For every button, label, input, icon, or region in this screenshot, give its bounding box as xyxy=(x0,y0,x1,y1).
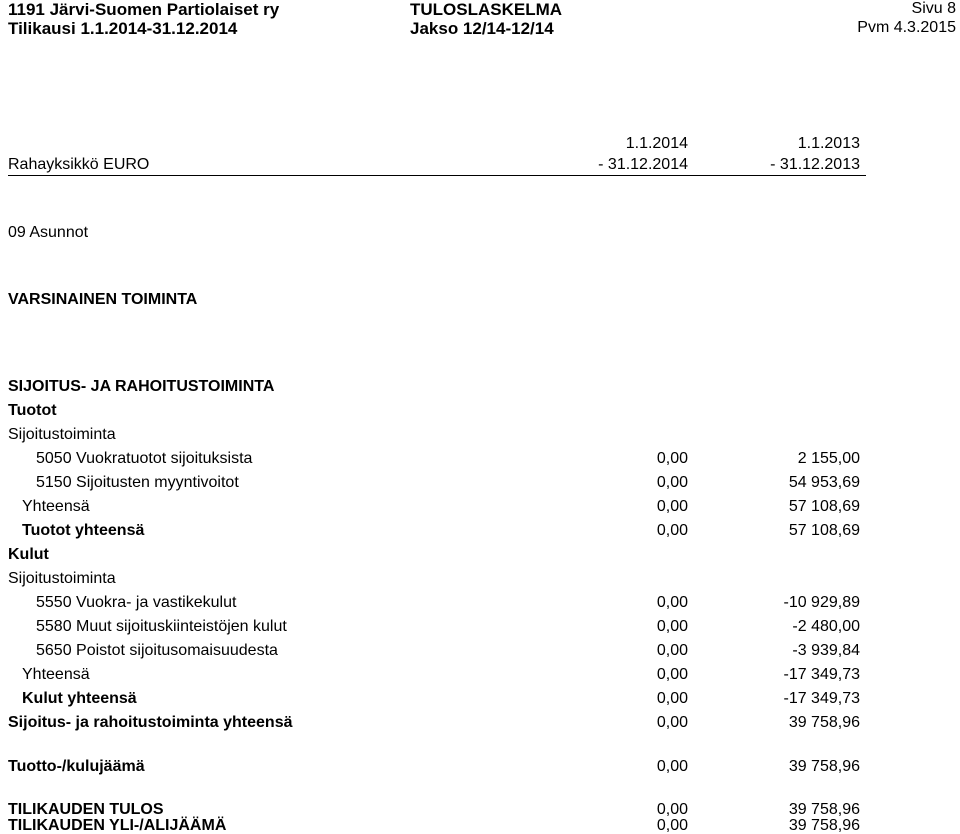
subtotal-current: 0,00 xyxy=(656,498,688,515)
final-surplus-previous: 39 758,96 xyxy=(788,817,860,834)
group-total-previous: 57 108,69 xyxy=(788,522,860,539)
subtotal-current: 0,00 xyxy=(656,666,688,683)
print-date: Pvm 4.3.2015 xyxy=(857,19,956,36)
subgroup-heading: Sijoitustoiminta xyxy=(8,426,116,443)
group-total-current: 0,00 xyxy=(656,522,688,539)
account-row-label: 5650 Poistot sijoitusomaisuudesta xyxy=(36,642,278,659)
header-rule xyxy=(8,175,866,176)
report-period: Jakso 12/14-12/14 xyxy=(410,19,554,38)
previous-period-from: 1.1.2013 xyxy=(797,135,860,152)
section-total-current: 0,00 xyxy=(656,714,688,731)
section-total-previous: 39 758,96 xyxy=(788,714,860,731)
currency-unit-label: Rahayksikkö EURO xyxy=(8,156,150,173)
previous-period-to: - 31.12.2013 xyxy=(770,156,860,173)
account-row-previous: 2 155,00 xyxy=(797,450,860,467)
surplus-current: 0,00 xyxy=(656,758,688,775)
group-total-previous: -17 349,73 xyxy=(783,690,860,707)
group-total-current: 0,00 xyxy=(656,690,688,707)
group-total-label: Tuotot yhteensä xyxy=(22,522,145,539)
account-row-current: 0,00 xyxy=(656,642,688,659)
subtotal-previous: 57 108,69 xyxy=(788,498,860,515)
cost-unit: 09 Asunnot xyxy=(8,224,89,241)
current-period-to: - 31.12.2014 xyxy=(598,156,688,173)
period-result-label: TILIKAUDEN TULOS xyxy=(8,801,164,818)
surplus-label: Tuotto-/kulujäämä xyxy=(8,758,145,775)
account-row-previous: -10 929,89 xyxy=(783,594,860,611)
period-result-current: 0,00 xyxy=(656,801,688,818)
report-title: TULOSLASKELMA xyxy=(410,0,563,19)
account-row-label: 5550 Vuokra- ja vastikekulut xyxy=(36,594,237,611)
account-row-label: 5050 Vuokratuotot sijoituksista xyxy=(36,450,253,467)
account-row-current: 0,00 xyxy=(656,618,688,635)
subtotal-label: Yhteensä xyxy=(22,498,90,515)
section-total-label: Sijoitus- ja rahoitustoiminta yhteensä xyxy=(8,714,293,731)
account-row-current: 0,00 xyxy=(656,594,688,611)
account-row-previous: -3 939,84 xyxy=(792,642,860,659)
account-row-current: 0,00 xyxy=(656,474,688,491)
fiscal-period: Tilikausi 1.1.2014-31.12.2014 xyxy=(8,19,238,38)
section-heading: VARSINAINEN TOIMINTA xyxy=(8,291,198,308)
page-number: Sivu 8 xyxy=(911,0,956,17)
period-result-previous: 39 758,96 xyxy=(788,801,860,818)
account-row-label: 5580 Muut sijoituskiinteistöjen kulut xyxy=(36,618,287,635)
account-row-current: 0,00 xyxy=(656,450,688,467)
group-heading: Tuotot xyxy=(8,402,57,419)
section-heading: SIJOITUS- JA RAHOITUSTOIMINTA xyxy=(8,378,275,395)
group-total-label: Kulut yhteensä xyxy=(22,690,137,707)
final-surplus-current: 0,00 xyxy=(656,817,688,834)
organization-name: 1191 Järvi-Suomen Partiolaiset ry xyxy=(8,0,280,19)
account-row-previous: 54 953,69 xyxy=(788,474,860,491)
account-row-previous: -2 480,00 xyxy=(792,618,860,635)
final-surplus-label: TILIKAUDEN YLI-/ALIJÄÄMÄ xyxy=(8,817,227,834)
group-heading: Kulut xyxy=(8,546,49,563)
account-row-label: 5150 Sijoitusten myyntivoitot xyxy=(36,474,239,491)
subgroup-heading: Sijoitustoiminta xyxy=(8,570,116,587)
surplus-previous: 39 758,96 xyxy=(788,758,860,775)
current-period-from: 1.1.2014 xyxy=(625,135,688,152)
subtotal-label: Yhteensä xyxy=(22,666,90,683)
subtotal-previous: -17 349,73 xyxy=(783,666,860,683)
